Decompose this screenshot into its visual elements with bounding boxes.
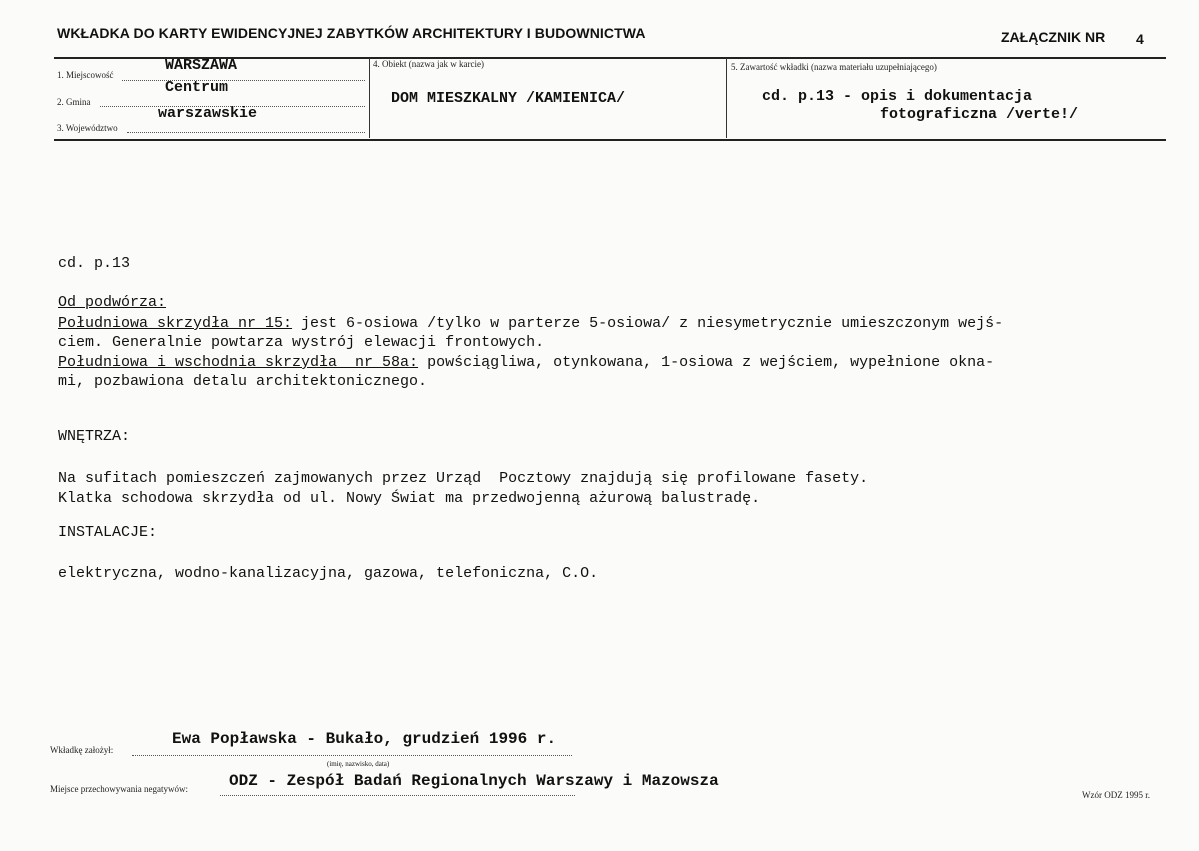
south-wing-paragraph [58, 313, 1003, 334]
author-dotted-line [132, 755, 572, 756]
contents-line-1: cd. p.13 - opis i dokumentacja [762, 88, 1033, 105]
commune-label: 2. Gmina [57, 97, 91, 107]
contents-label: 5. Zawartość wkładki (nazwa materiału uzupełniającego) [731, 62, 937, 72]
column-divider-1 [369, 58, 370, 138]
interiors-heading: WNĘTRZA: [58, 428, 131, 445]
commune-value: Centrum [165, 79, 229, 96]
southeast-wing-line-2: mi, pozbawiona detalu architektonicznego. [58, 373, 428, 390]
interiors-line-2: Klatka schodowa skrzydła od ul. Nowy Świat ma przedwojenną ażurową balustradę. [58, 490, 761, 507]
voivodeship-label: 3. Województwo [57, 123, 118, 133]
form-title: WKŁADKA DO KARTY EWIDENCYJNEJ ZABYTKÓW ARCHITEKTURY I BUDOWNICTWA [57, 25, 646, 41]
header-bottom-rule [54, 139, 1166, 141]
southeast-wing-label: Południowa i wschodnia skrzydła nr 58a: [58, 354, 419, 371]
voivodeship-dotted-line [127, 132, 365, 133]
template-version: Wzór ODZ 1995 r. [1082, 790, 1150, 800]
voivodeship-value: warszawskie [158, 105, 258, 122]
installations-text: elektryczna, wodno-kanalizacyjna, gazowa, telefoniczna, C.O. [58, 565, 599, 582]
storage-value: ODZ - Zespół Badań Regionalnych Warszawy i Mazowsza [229, 772, 719, 790]
locality-dotted-line [122, 80, 365, 81]
object-label: 4. Obiekt (nazwa jak w karcie) [373, 59, 484, 69]
continuation-note: cd. p.13 [58, 255, 131, 272]
locality-value: WARSZAWA [165, 57, 238, 74]
south-wing-line-1: jest 6-osiowa /tylko w parterze 5-osiowa/ z niesymetrycznie umieszczonym wejś- [292, 315, 1004, 332]
courtyard-heading: Od podwórza: [58, 294, 167, 311]
south-wing-line-2: ciem. Generalnie powtarza wystrój elewacji frontowych. [58, 334, 545, 351]
annex-number: 4 [1136, 31, 1144, 47]
author-label: Wkładkę założył: [50, 745, 114, 755]
locality-label: 1. Miejscowość [57, 70, 114, 80]
storage-dotted-line [220, 795, 575, 796]
installations-heading: INSTALACJE: [58, 524, 158, 541]
southeast-wing-paragraph [58, 352, 994, 373]
author-hint: (imię, nazwisko, data) [327, 760, 390, 768]
contents-line-2: fotograficzna /verte!/ [880, 106, 1079, 123]
annex-label: ZAŁĄCZNIK NR [1001, 29, 1106, 45]
storage-label: Miejsce przechowywania negatywów: [50, 784, 188, 794]
southeast-wing-line-1: powściągliwa, otynkowana, 1-osiowa z wejściem, wypełnione okna- [418, 354, 995, 371]
object-value: DOM MIESZKALNY /KAMIENICA/ [391, 90, 626, 107]
author-value: Ewa Popławska - Bukało, grudzień 1996 r. [172, 730, 557, 748]
column-divider-2 [726, 58, 727, 138]
south-wing-label: Południowa skrzydła nr 15: [58, 315, 293, 332]
interiors-line-1: Na sufitach pomieszczeń zajmowanych przez Urząd Pocztowy znajdują się profilowane fasety. [58, 470, 869, 487]
